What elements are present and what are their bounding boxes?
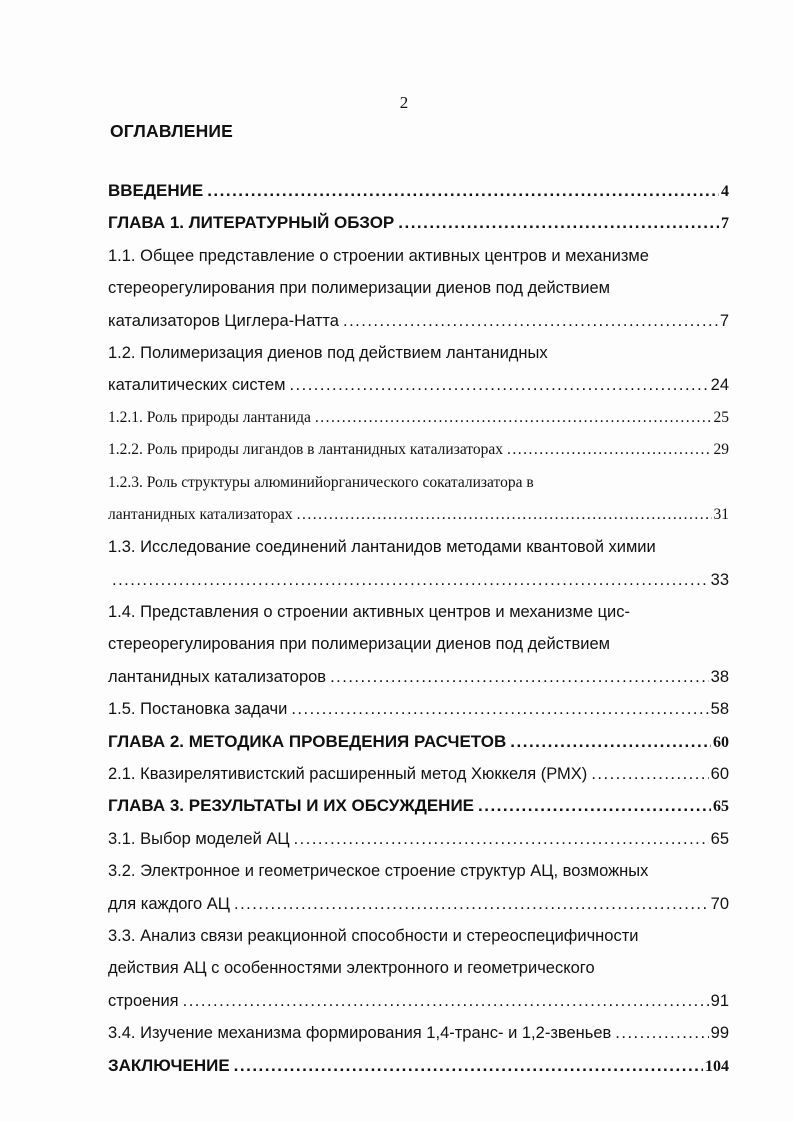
toc-entry (108, 402, 729, 434)
toc-entry-page: 31 (713, 505, 729, 523)
dot-leader (330, 661, 709, 693)
toc-title: ОГЛАВЛЕНИЕ (110, 121, 234, 141)
toc-entry (108, 240, 729, 337)
toc-entry-page: 70 (710, 894, 729, 913)
toc-entry-leader-line (108, 1017, 729, 1049)
toc-entry (108, 337, 729, 402)
toc-entry-page: 24 (710, 376, 729, 395)
toc-entry-title: 1.5. Постановка задачи (108, 700, 288, 719)
toc-entry-title: каталитических систем (108, 376, 286, 395)
toc-entry-leader-line (108, 402, 729, 434)
dot-leader (343, 305, 718, 337)
dot-leader (112, 564, 709, 596)
toc-entry-page: 4 (721, 183, 729, 200)
toc-entry-page: 91 (710, 991, 729, 1010)
toc-entry-leader-line (108, 434, 729, 466)
toc-entry (108, 855, 729, 920)
toc-entry-page: 29 (713, 441, 729, 459)
toc-entry (108, 467, 729, 532)
toc-entry-title: ЗАКЛЮЧЕНИЕ (108, 1055, 230, 1075)
toc-entry (108, 175, 729, 207)
toc-entry-title: 3.1. Выбор моделей АЦ (108, 829, 290, 848)
toc-entry-page: 65 (713, 798, 729, 816)
toc-entry-title: ВВЕДЕНИЕ (108, 181, 204, 200)
toc-entry-title: 3.4. Изучение механизма формирования 1,4-транс- и 1,2-звеньев (108, 1024, 612, 1043)
dot-leader (315, 402, 712, 434)
toc-entry-line: 1.2.3. Роль структуры алюминийорганического сокатализатора в (108, 473, 534, 491)
dot-leader (234, 1050, 703, 1082)
toc-entry-line: 3.3. Анализ связи реакционной способности и стереоспецифичности (108, 926, 639, 945)
dot-leader (234, 888, 709, 920)
toc-entry-title: лантанидных катализаторов (108, 667, 327, 686)
toc-entry-title: 1.2.1. Роль природы лантанида (108, 408, 311, 426)
toc-entry (108, 726, 729, 758)
toc-entry-title: 2.1. Квазирелятивистский расширенный метод Хюккеля (РМХ) (108, 765, 588, 784)
toc-entry-leader-line (108, 985, 729, 1017)
toc-entry-page: 33 (710, 570, 729, 589)
toc-entry-page: 65 (710, 829, 729, 848)
toc-entry-title: катализаторов Циглера-Натта (108, 311, 339, 330)
toc-entry-line: 1.3. Исследование соединений лантанидов методами квантовой химии (108, 538, 656, 557)
toc-entry (108, 596, 729, 693)
dot-leader (510, 726, 711, 758)
toc-entry-title: лантанидных катализаторах (108, 505, 293, 523)
toc-entry-leader-line (108, 499, 729, 531)
toc-entry-leader-line (108, 693, 729, 725)
table-of-contents (108, 175, 729, 1082)
toc-entry-leader-line (108, 758, 729, 790)
toc-entry-page: 7 (721, 215, 729, 233)
toc-entry-page: 60 (713, 733, 729, 751)
dot-leader (478, 790, 711, 822)
toc-entry (108, 207, 729, 239)
toc-entry-title: строения (108, 991, 179, 1010)
dot-leader (207, 175, 719, 207)
toc-entry-line: 1.2. Полимеризация диенов под действием лантанидных (108, 343, 548, 362)
toc-entry-title: 1.2.2. Роль природы лигандов в лантанидных катализаторах (108, 441, 504, 459)
toc-entry-leader-line (108, 888, 729, 920)
toc-entry (108, 693, 729, 725)
toc-entry-leader-line (108, 726, 729, 758)
toc-entry (108, 434, 729, 466)
toc-entry-page: 60 (710, 765, 729, 784)
toc-entry (108, 823, 729, 855)
toc-entry-leader-line (108, 823, 729, 855)
toc-entry (108, 1050, 729, 1082)
toc-entry-leader-line (108, 305, 729, 337)
toc-entry-title: для каждого АЦ (108, 894, 231, 913)
toc-entry-leader-line (108, 369, 729, 401)
toc-entry-line: стереорегулирования при полимеризации диенов под действием (108, 635, 610, 654)
toc-entry-leader-line (108, 207, 729, 239)
dot-leader (183, 985, 709, 1017)
dot-leader (289, 369, 708, 401)
dot-leader (294, 823, 709, 855)
toc-entry-page: 58 (710, 700, 729, 719)
toc-entry-line: действия АЦ с особенностями электронного и геометрического (108, 959, 595, 978)
toc-entry-title: ГЛАВА 2. МЕТОДИКА ПРОВЕДЕНИЯ РАСЧЕТОВ (108, 731, 507, 751)
toc-entry-title: ГЛАВА 3. РЕЗУЛЬТАТЫ И ИХ ОБСУЖДЕНИЕ (108, 796, 474, 816)
toc-entry-line: 3.2. Электронное и геометрическое строение структур АЦ, возможных (108, 862, 649, 881)
toc-entry-page: 7 (719, 311, 729, 330)
dot-leader (291, 693, 708, 725)
toc-entry-line: 1.4. Представления о строении активных центров и механизме цис- (108, 603, 630, 622)
toc-entry-leader-line (108, 661, 729, 693)
toc-entry-line: 1.1. Общее представление о строении активных центров и механизме (108, 246, 649, 265)
page-number: 2 (399, 93, 409, 112)
toc-entry-page: 38 (710, 667, 729, 686)
toc-entry-leader-line (108, 564, 729, 596)
dot-leader (507, 434, 711, 466)
toc-entry-title: ГЛАВА 1. ЛИТЕРАТУРНЫЙ ОБЗОР (108, 213, 395, 233)
toc-entry-page: 104 (705, 1057, 729, 1075)
toc-entry-leader-line (108, 1050, 729, 1082)
dot-leader (297, 499, 712, 531)
toc-entry (108, 758, 729, 790)
dot-leader (591, 758, 708, 790)
toc-entry-line: стереорегулирования при полимеризации диенов под действием (108, 279, 610, 298)
toc-entry-page: 25 (713, 408, 729, 426)
toc-entry-page: 99 (710, 1024, 729, 1043)
dot-leader (615, 1017, 708, 1049)
toc-entry (108, 1017, 729, 1049)
toc-entry (108, 790, 729, 822)
toc-entry (108, 531, 729, 596)
toc-entry (108, 920, 729, 1017)
dot-leader (398, 207, 719, 239)
toc-entry-leader-line (108, 790, 729, 822)
toc-entry-leader-line (108, 175, 729, 207)
